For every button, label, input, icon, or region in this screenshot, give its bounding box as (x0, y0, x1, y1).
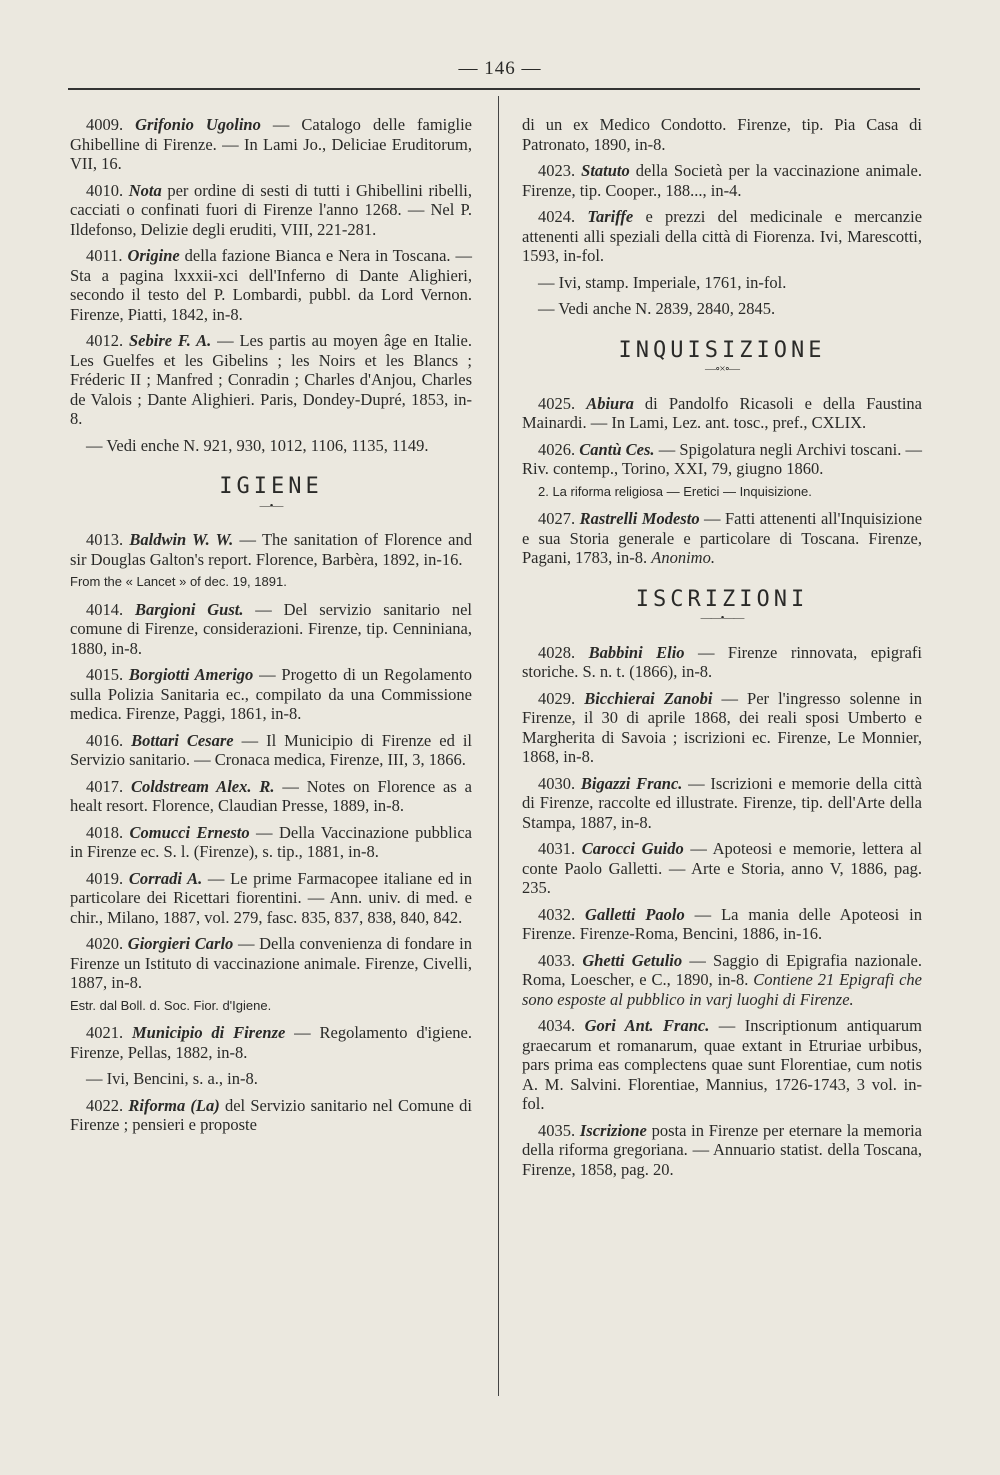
entry-number: 4034. (538, 1016, 585, 1035)
entry-number: 4022. (86, 1095, 129, 1115)
left-column (70, 115, 472, 1142)
bibliography-entry (70, 331, 472, 429)
entry-text: — Fatti attenenti all'Inquisizione e sua Storia generale e particolare di Toscana. Firenze, Pagani, 1783, in-8. (522, 509, 923, 567)
section-ornament: ——•—— (700, 612, 744, 624)
entry-continuation: — Ivi, Bencini, s. a., in-8. (86, 1069, 258, 1088)
entry-footnote: 2. La riforma religiosa — Eretici — Inquisizione. (538, 483, 812, 499)
entry-author: Carocci Guido (581, 839, 684, 858)
entry-author: Municipio di Firenze (131, 1023, 286, 1042)
entry-continuation: di un ex Medico Condotto. Firenze, tip. Pia Casa di Patronato, 1890, in-8. (522, 115, 922, 154)
entry-author: Bicchierai Zanobi (584, 688, 713, 708)
entry-continuation: — Ivi, stamp. Imperiale, 1761, in-fol. (538, 272, 787, 292)
entry-number: 4011. (86, 246, 128, 265)
entry-author: Ghetti Getulio (582, 950, 683, 970)
entry-number: 4014. (86, 599, 135, 619)
entry-author: Origine (127, 246, 180, 265)
entry-author: Galletti Paolo (585, 904, 685, 924)
entry-text: — La mania delle Apoteosi in Firenze. Firenze-Roma, Bencini, 1886, in-16. (522, 904, 922, 943)
entry-number: 4017. (86, 776, 131, 796)
bibliography-entry (522, 1016, 922, 1114)
entry-text: — Firenze rinnovata, epigrafi storiche. S. n. t. (1866), in-8. (522, 642, 922, 681)
entry-number: 4029. (538, 688, 585, 708)
entry-number: 4030. (538, 773, 581, 793)
bibliography-entry (522, 394, 922, 433)
entry-author: Statuto (581, 161, 630, 180)
entry-number: 4035. (538, 1120, 580, 1140)
entry-text: posta in Firenze per eternare la memoria della riforma gregoriana. — Annuario statist. della Toscana, Firenze, 1858, pag. 20. (522, 1120, 922, 1179)
entry-text: di Pandolfo Ricasoli e della Faustina Mainardi. — In Lami, Lez. ant. tosc., pref., CXLIX. (522, 393, 923, 432)
entry-text: per ordine di sesti di tutti i Ghibellini ribelli, cacciati o confinati fuori di Firenze l'anno 1268. — Nel P. Ildefonso, Delizie degli eruditi, VIII, 221-281. (70, 180, 472, 239)
entry-text: — Les partis au moyen âge en Italie. Les Guelfes et les Gibelins ; les Noirs et les Blancs ; Fréderic II ; Manfred ; Conradin ; Charles d'Anjou, Charles de Valois ; Dante Alighieri. Paris, Dondey-Dupré, 1853, in-8. (70, 331, 473, 428)
section-heading: IGIENE (219, 474, 323, 499)
entry-text: — Regolamento d'igiene. Firenze, Pellas, 1882, in-8. (70, 1023, 472, 1062)
entry-author: Giorgieri Carlo (127, 934, 234, 953)
bibliography-entry (70, 869, 472, 928)
bibliography-entry (70, 777, 472, 816)
entry-number: 4028. (538, 642, 589, 662)
entry-author: Nota (128, 180, 162, 200)
entry-number: 4013. (86, 530, 130, 549)
entry-text: della fazione Bianca e Nera in Toscana. — Sta a pagina lxxxii-xci dell'Inferno di Dante Alighieri, secondo il testo del P. Lombardi, pubbl. da Lord Vernon. Firenze, Piatti, 1842, in-8. (70, 246, 472, 324)
bibliography-entry (522, 643, 922, 682)
entry-number: 4025. (538, 393, 587, 413)
bibliography-entry (70, 665, 472, 724)
bibliography-entry (70, 1023, 472, 1062)
bibliography-entry (70, 115, 472, 174)
entry-text: — Catalogo delle famiglie Ghibelline di Firenze. — In Lami Jo., Deliciae Eruditorum, VII, 16. (70, 115, 473, 173)
entry-continuation: — Vedi anche N. 2839, 2840, 2845. (538, 299, 776, 318)
entry-number: 4023. (538, 161, 582, 180)
entry-author: Bigazzi Franc. (580, 773, 683, 793)
entry-number: 4026. (538, 439, 580, 459)
entry-number: 4019. (86, 868, 129, 888)
entry-text: della Società per la vaccinazione animale. Firenze, tip. Cooper., 188..., in-4. (522, 161, 922, 200)
entry-author: Coldstream Alex. R. (131, 776, 275, 796)
entry-text: — Per l'ingresso solenne in Firenze, il 30 di aprile 1868, dei reali sposi Umberto e Margherita di Savoia ; iscrizioni ec. Firenze, Le Monnier, 1868, in-8. (522, 688, 922, 766)
column-divider (498, 96, 499, 1396)
bibliography-entry (70, 731, 472, 770)
entry-author: Baldwin W. W. (129, 530, 234, 549)
bibliography-entry (70, 530, 472, 569)
entry-number: 4010. (86, 180, 129, 200)
bibliography-entry (70, 1096, 472, 1135)
bibliography-entry (522, 951, 922, 1010)
entry-text: — Notes on Florence as a healt resort. Florence, Claudian Presse, 1889, in-8. (70, 776, 473, 815)
entry-number: 4021. (86, 1023, 132, 1042)
bibliography-entry (522, 440, 922, 479)
entry-number: 4027. (538, 509, 580, 528)
entry-author: Bottari Cesare (131, 730, 234, 750)
bibliography-entry (522, 689, 922, 767)
entry-author: Abiura (586, 393, 634, 413)
entry-text: — Le prime Farmacopee italiane ed in particolare dei Ricettari fiorentini. — Ann. univ. di med. e chir., Milano, 1887, vol. 279, fasc. 835, 837, 838, 840, 842. (70, 868, 472, 927)
entry-author: Tariffe (587, 207, 634, 226)
entry-text: — Progetto di un Regolamento sulla Polizia Sanitaria ec., compilato da una Commissione medica. Firenze, Paggi, 1861, in-8. (70, 665, 472, 723)
bibliography-entry (522, 1121, 922, 1180)
entry-number: 4012. (86, 331, 129, 350)
header-rule (68, 88, 920, 90)
entry-number: 4024. (538, 207, 588, 226)
entry-note: Contiene 21 Epigrafi che sono esposte al pubblico in varj luoghi di Firenze. (522, 970, 922, 1009)
entry-text: — Spigolatura negli Archivi toscani. — Riv. contemp., Torino, XXI, 79, giugno 1860. (522, 439, 922, 478)
entry-footnote: Estr. dal Boll. d. Soc. Fior. d'Igiene. (70, 997, 272, 1013)
entry-footnote: From the « Lancet » of dec. 19, 1891. (70, 574, 287, 589)
entry-number: 4016. (86, 730, 132, 750)
right-column (522, 115, 922, 1186)
bibliography-entry (522, 839, 922, 898)
entry-author: Iscrizione (579, 1120, 647, 1140)
entry-author: Corradi A. (128, 868, 203, 888)
entry-author: Riforma (La) (128, 1095, 220, 1115)
entry-text: del Servizio sanitario nel Comune di Firenze ; pensieri e proposte (70, 1095, 472, 1134)
entry-number: 4009. (86, 115, 136, 134)
entry-continuation: — Vedi enche N. 921, 930, 1012, 1106, 1135, 1149. (86, 435, 429, 455)
entry-text: e prezzi del medicinale e mercanzie attenenti alli speziali della città di Fiorenza. Ivi, Marescotti, 1593, in-fol. (522, 207, 923, 265)
bibliography-entry (522, 207, 922, 266)
bibliography-entry (522, 905, 922, 944)
entry-author: Rastrelli Modesto (579, 509, 700, 528)
entry-note: Anonimo. (651, 548, 715, 567)
page-number: — 146 — (458, 58, 542, 79)
entry-text: — Iscrizioni e memorie della città di Firenze, raccolte ed illustrate. Firenze, tip. dell'Arte della Stampa, 1887, in-8. (522, 773, 922, 832)
entry-text: — The sanitation of Florence and sir Douglas Galton's report. Florence, Barbèra, 1892, in-16. (70, 530, 473, 569)
section-ornament: —•— (259, 499, 283, 512)
entry-text: — Apoteosi e memorie, lettera al conte Paolo Galletti. — Arte e Storia, anno V, 1886, pag. 235. (522, 839, 923, 897)
bibliography-entry (522, 509, 922, 568)
section-ornament: —∘×∘— (705, 363, 739, 375)
entry-text: — Della convenienza di fondare in Firenze un Istituto di vaccinazione animale. Firenze, Civelli, 1887, in-8. (70, 934, 472, 992)
entry-number: 4033. (538, 950, 583, 970)
bibliography-entry (70, 823, 472, 862)
bibliography-entry (522, 774, 922, 833)
entry-number: 4032. (538, 904, 586, 924)
entry-author: Borgiotti Amerigo (128, 665, 254, 684)
entry-text: — Il Municipio di Firenze ed il Servizio sanitario. — Cronaca medica, Firenze, III, 3, 1866. (70, 730, 472, 769)
entry-number: 4018. (86, 822, 130, 842)
entry-author: Comucci Ernesto (129, 822, 250, 842)
entry-author: Gori Ant. Franc. (584, 1016, 710, 1035)
section-heading: INQUISIZIONE (618, 337, 826, 363)
entry-text: — Della Vaccinazione pubblica in Firenze ec. S. l. (Firenze), s. tip., 1881, in-8. (70, 822, 472, 861)
entry-text: — Saggio di Epigrafia nazionale. Roma, Loescher, e C., 1890, in-8. (522, 950, 923, 989)
entry-number: 4031. (538, 839, 582, 858)
bibliography-entry (522, 161, 922, 200)
entry-text: — Inscriptionum antiquarum graecarum et romanarum, quae extant in Etruriae urbibus, pars prima eas complectens quae sunt Florentiae, cum notis A. M. Salvini. Florentiae, Mannius, 1726-1743, 3 vol. in-fol. (522, 1016, 922, 1113)
entry-number: 4020. (86, 934, 128, 953)
entry-author: Sebire F. A. (128, 331, 212, 350)
entry-author: Grifonio Ugolino (135, 115, 261, 134)
bibliography-entry (70, 246, 472, 324)
bibliography-entry (70, 181, 472, 240)
bibliography-entry (70, 600, 472, 659)
entry-number: 4015. (86, 665, 129, 684)
bibliography-entry (70, 934, 472, 993)
entry-author: Cantù Ces. (579, 439, 655, 459)
section-heading: ISCRIZIONI (635, 586, 809, 612)
entry-text: — Del servizio sanitario nel comune di Firenze, considerazioni. Firenze, tip. Cenniniana, 1880, in-8. (70, 599, 473, 658)
entry-author: Babbini Elio (588, 642, 685, 662)
entry-author: Bargioni Gust. (134, 599, 244, 619)
